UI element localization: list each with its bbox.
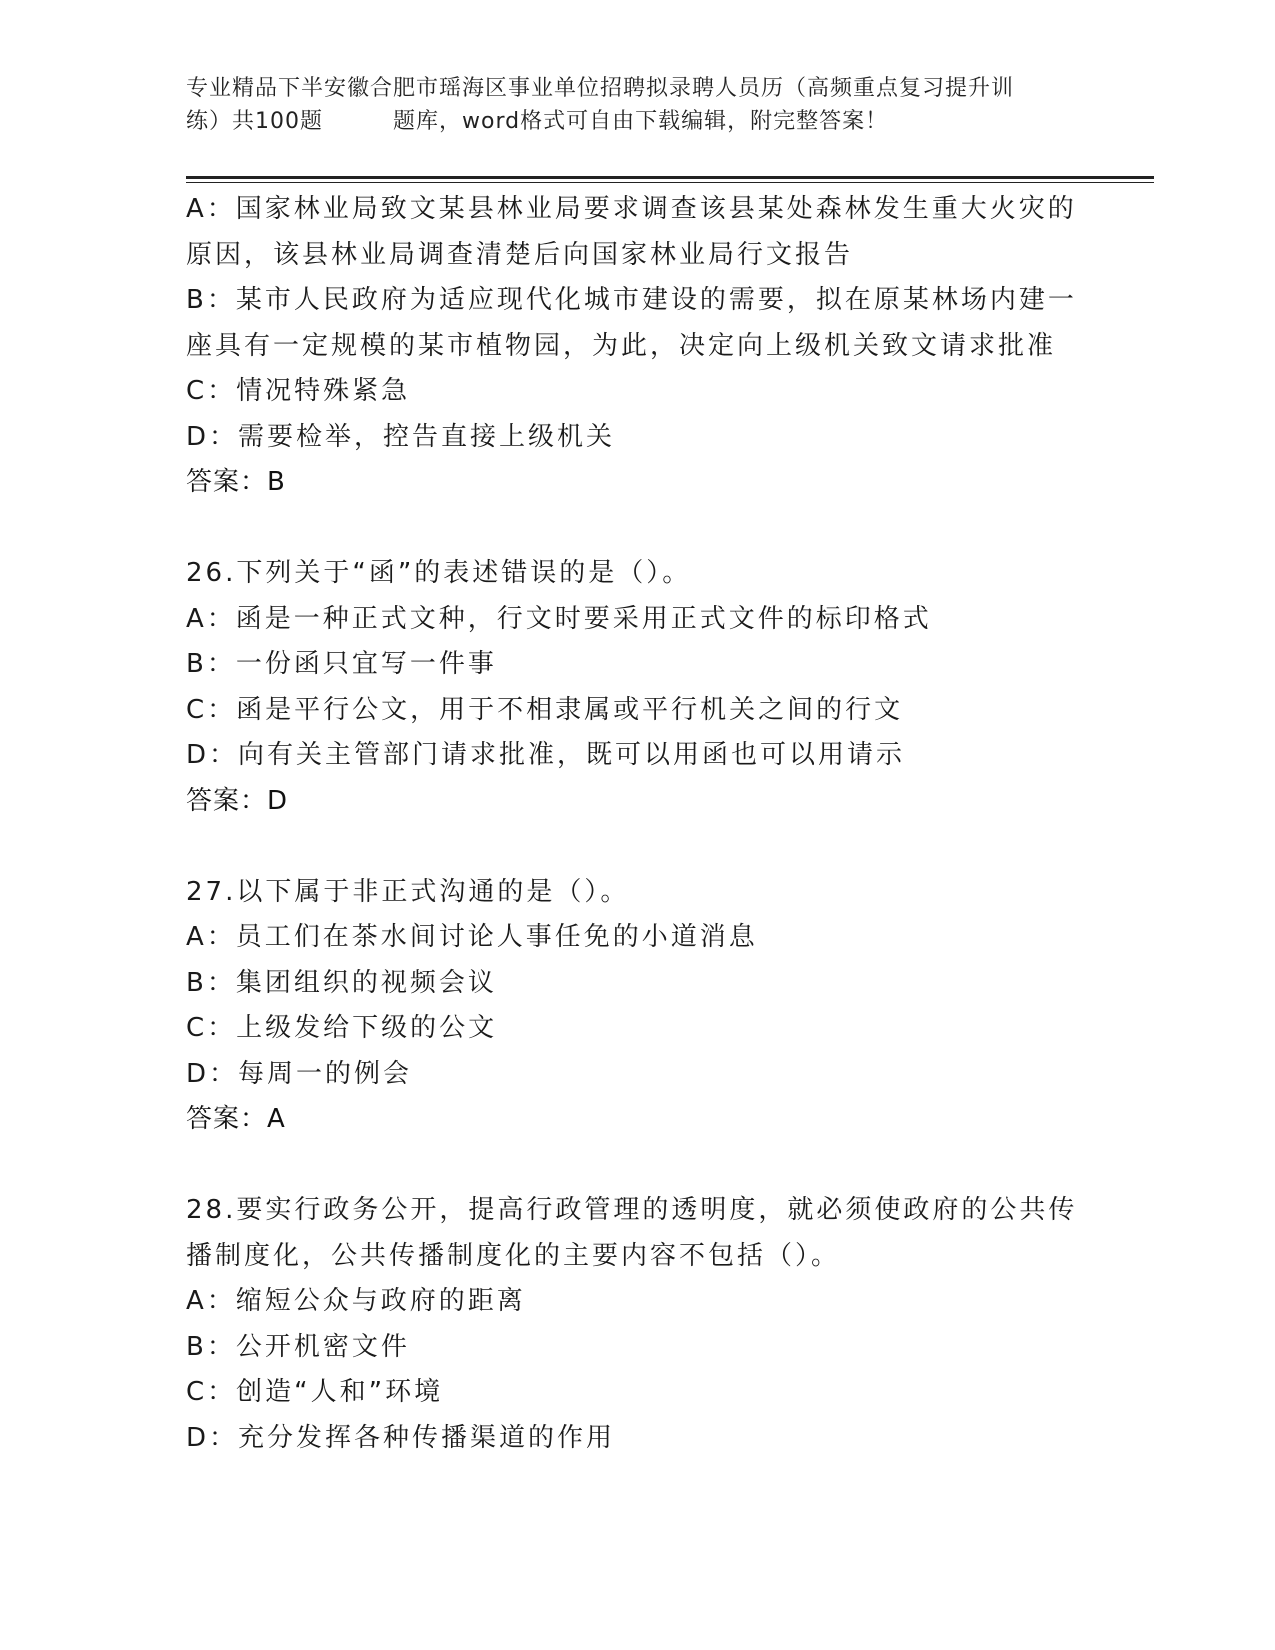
question-spacer [186, 1143, 1086, 1189]
question-text-line-2: 播制度化，公共传播制度化的主要内容不包括（）。 [186, 1240, 841, 1271]
answer: 答案：D [186, 785, 289, 816]
option-d: D：充分发挥各种传播渠道的作用 [186, 1422, 616, 1453]
header-divider-thick [186, 176, 1154, 179]
header-title-line-2 [186, 105, 1086, 138]
header-title-line-1: 专业精品下半安徽合肥市瑶海区事业单位招聘拟录聘人员历（高频重点复习提升训 [186, 76, 1015, 101]
question-text: 26.下列关于“函”的表述错误的是（）。 [186, 558, 692, 588]
option-d: D：向有关主管部门请求批准，既可以用函也可以用请示 [186, 740, 906, 770]
option-b: B：一份函只宜写一件事 [186, 649, 497, 679]
question-28 [186, 1188, 1086, 1461]
option-b-line-2: 座具有一定规模的某市植物园，为此，决定向上级机关致文请求批准 [186, 330, 1057, 361]
option-a: A：员工们在茶水间讨论人事任免的小道消息 [186, 922, 758, 952]
header-title-line-2-part-a: 练）共100题 [186, 109, 323, 134]
question-26 [186, 551, 1086, 824]
option-a: A：函是一种正式文种，行文时要采用正式文件的标印格式 [186, 603, 932, 634]
question-spacer [186, 506, 1086, 552]
header-divider-thin [186, 182, 1154, 183]
page-header [186, 72, 1086, 138]
question-27 [186, 870, 1086, 1143]
option-c: C：情况特殊紧急 [186, 376, 411, 406]
option-a-line-1: A：国家林业局致文某县林业局要求调查该县某处森林发生重大火灾的 [186, 194, 1077, 224]
question-text: 27.以下属于非正式沟通的是（）。 [186, 876, 630, 907]
option-c: C：创造“人和”环境 [186, 1377, 444, 1407]
header-title-line-2-part-b: 题库，word格式可自由下载编辑，附完整答案！ [393, 109, 889, 134]
option-b-line-1: B：某市人民政府为适应现代化城市建设的需要，拟在原某林场内建一 [186, 285, 1077, 315]
question-25 [186, 187, 1086, 506]
option-a: A：缩短公众与政府的距离 [186, 1286, 526, 1316]
option-a-line-2: 原因，该县林业局调查清楚后向国家林业局行文报告 [186, 239, 854, 270]
answer: 答案：A [186, 1104, 286, 1134]
option-d: D：需要检举，控告直接上级机关 [186, 421, 616, 452]
question-spacer [186, 824, 1086, 870]
question-list [186, 187, 1086, 1461]
option-d: D：每周一的例会 [186, 1058, 413, 1089]
option-b: B：集团组织的视频会议 [186, 967, 497, 998]
question-text-line-1: 28.要实行政务公开，提高行政管理的透明度，就必须使政府的公共传 [186, 1195, 1078, 1225]
option-c: C：上级发给下级的公文 [186, 1013, 498, 1043]
option-b: B：公开机密文件 [186, 1331, 410, 1362]
answer: 答案：B [186, 467, 286, 497]
option-c: C：函是平行公文，用于不相隶属或平行机关之间的行文 [186, 694, 904, 725]
